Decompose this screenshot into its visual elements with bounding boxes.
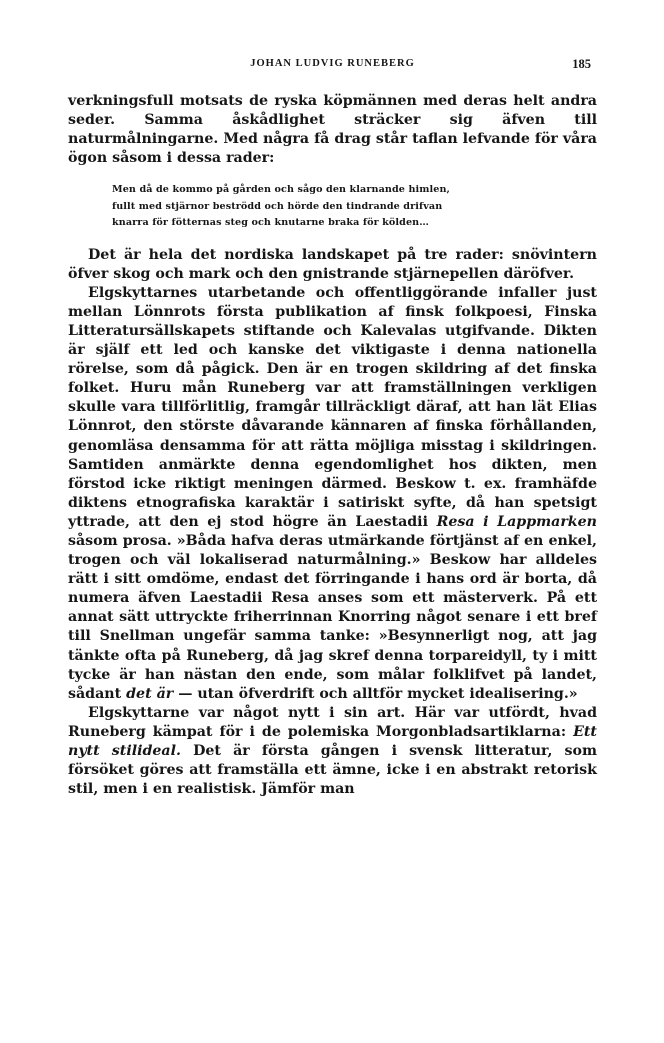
paragraph-3-part-a: Elgskyttarnes utarbetande och offentliggörande infaller just mellan Lönnrots första publikation af finsk folkpoesi, Finska Litteratursällskapets stiftande och Kalevalas utgifvande. Dikten är själf ett led och kanske det viktigaste i denna nationella rörelse, som då pågick. Den är en trogen skildring af det finska folket. Huru mån Runeberg var att framställningen verkligen skulle vara tillförlitlig, framgår tillräckligt däraf, att han lät Elias Lönnrot, den störste dåvarande kännaren af finska förhållanden, genomläsa densamma för att rätta möjliga misstag i skildringen. Samtiden anmärkte denna egendomlighet hos dikten, men förstod icke riktigt meningen därmed. Beskow t. ex. framhäfde diktens etnografiska karaktär i satiriskt syfte, då han spetsigt yttrade, att den ej stod högre än Laestadii xyxy=(68,284,597,530)
italic-stilideal: Ett nytt stilideal. xyxy=(68,723,597,760)
paragraph-4 xyxy=(68,704,597,799)
paragraph-3-part-b: såsom prosa. »Båda hafva deras utmärkande förtjänst af en enkel, trogen och väl lokaliserad naturmålning.» Beskow har alldeles rätt i sitt omdöme, endast det förringande i hans ord är borta, då numera äfven Laestadii Resa anses som ett mästerverk. På ett annat sätt uttryckte friherrinnan Knorring något senare i ett bref till Snellman ungefär samma tanke: »Besynnerligt nog, att jag tänkte ofta på Runeberg, då jag skref denna torpareidyll, ty i mitt tycke är han nästan den ende, som målar folklifvet på landet, sådant xyxy=(68,533,597,702)
paragraph-3 xyxy=(68,284,597,704)
paragraph-1: verkningsfull motsats de ryska köpmännen med deras helt andra seder. Samma åskådlighet sträcker sig äfven till naturmålningarne. Med några få drag står taflan lefvande för våra ögon såsom i dessa rader: xyxy=(68,93,597,167)
paragraph-3-part-c: — utan öfverdrift och alltför mycket idealisering.» xyxy=(178,685,578,702)
quote-line-2: fullt med stjärnor beströdd och hörde den tindrande drifvan xyxy=(112,200,443,212)
paragraph-2: Det är hela det nordiska landskapet på tre rader: snövintern öfver skog och mark och den gnistrande stjärnepellen däröfver. xyxy=(68,246,597,282)
quote-line-1: Men då de kommo på gården och sågo den klarnande himlen, xyxy=(112,184,450,196)
verse-quote xyxy=(112,182,522,231)
page-number: 185 xyxy=(572,57,591,71)
body-text xyxy=(68,92,597,799)
running-head xyxy=(68,58,597,76)
running-title: JOHAN LUDVIG RUNEBERG xyxy=(250,58,415,69)
italic-det-ar: det är xyxy=(126,685,174,702)
italic-title-resa: Resa i Lappmarken xyxy=(436,513,597,530)
quote-line-3: knarra för fötternas steg och knutarne braka för kölden… xyxy=(112,217,429,229)
paragraph-4-part-a: Elgskyttarne var något nytt i sin art. Här var utfördt, hvad Runeberg kämpat för i de polemiska Morgonbladsartiklarna: xyxy=(68,704,597,740)
paragraph-4-part-b: Det är första gången i svensk litteratur, som försöket göres att framställa ett ämne, icke i en abstrakt retorisk stil, men i en realistisk. Jämför man xyxy=(68,743,597,798)
